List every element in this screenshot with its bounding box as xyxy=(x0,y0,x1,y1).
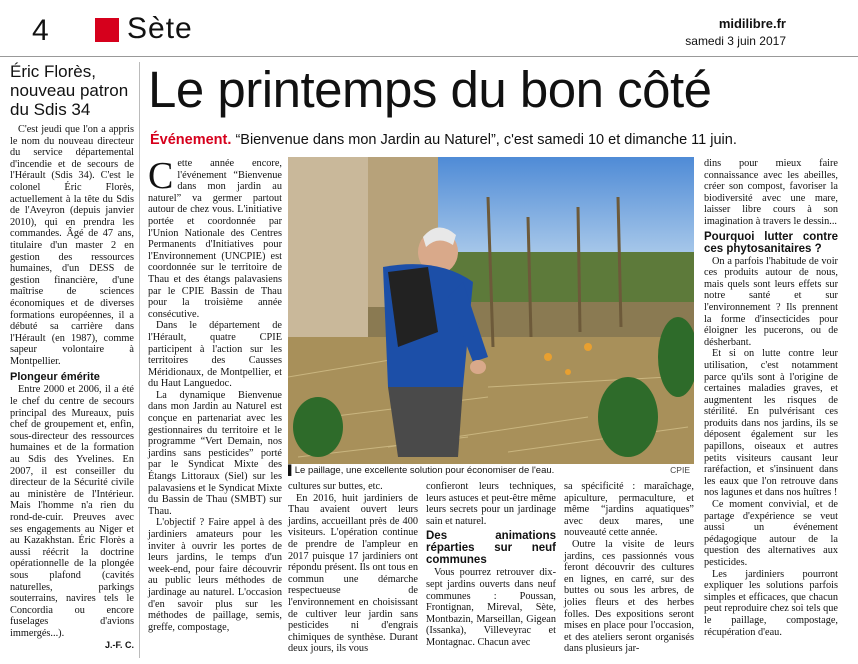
article-paragraph: Vous pourrez retrouver dix-sept jardins ouverts dans neuf communes : Poussan, Frontignan, Mireval, Sète, Montbazin, Marseillan, Gigean (Issanka), Villeveyrac et Montagnac. Chacun avec xyxy=(426,567,556,648)
section-title: Sète xyxy=(127,12,193,45)
section-marker xyxy=(95,18,119,42)
sidebar-signature: J.-F. C. xyxy=(104,639,134,650)
article-paragraph: En 2016, huit jardiniers de Thau avaient ouvert leurs jardins, accueillant près de 400 visiteurs. L'opération continue de prendre de l'ampleur en 2017 puisque 17 jardiniers ont répondu présent. Ils ont tous en commun une démarche respectueuse de l'environnement en choisissant de cultiver leur jardin sans pesticides ni d'engrais chimiques de synthèse. Durant deux jours, ils vous xyxy=(288,492,418,655)
article-paragraph: Et si on lutte contre leur utilisation, c'est notamment parce qu'ils sont à l'origine de certaines maladies graves, et augmentent les risques de stérilité. En pulvérisant ces produits dans nos jardins, ils se déposent également sur les papillons, oiseaux et autres petits visiteurs causant leur raréfaction, et s'insinuent dans les eaux que l'on retrouve dans nos lagunes et dans nos huîtres ! xyxy=(704,348,838,499)
article-subhead: Pourquoi lutter contre ces phytosanitaires ? xyxy=(704,230,838,255)
page-number: 4 xyxy=(32,14,49,47)
article-column-3 xyxy=(426,481,556,649)
site-name: midilibre.fr xyxy=(718,16,786,31)
article-paragraph: Les jardiniers pourront expliquer les solutions parfois simples et efficaces, que chacun peut reproduire chez soi tels que le paillage, compostage, récupération d'eau. xyxy=(704,568,838,638)
sidebar-paragraph: C'est jeudi que l'on a appris le nom du nouveau directeur du service départemental d'incendie et de secours de l'Hérault (Sdis 34). C'est le colonel Éric Florès, actuellement à la tête du Sdis de l'Aveyron (depuis janvier 2010), qui en prendra les commandes. Âgé de 47 ans, titulaire d'un master 2 en gestion des ressources humaines, d'un DESS de gestion financière, d'une maîtrise de sciences économiques et de diverses formations européennes, il a débuté sa carrière dans l'Hérault (en 1987), comme sapeur volontaire à Montpellier. xyxy=(10,124,134,367)
article-paragraph: dins pour mieux faire connaissance avec les abeilles, créer son compost, favoriser la biodiversité avec une mare, laisser libre cours à son imagination à travers le dessin... xyxy=(704,158,838,227)
article-paragraph: Ce moment convivial, et de partage d'expérience se veut aussi un événement pédagogique autour de la question des alternatives aux pesticides. xyxy=(704,499,838,568)
sidebar-title-line: Éric Florès, xyxy=(10,62,96,81)
drop-cap: C xyxy=(148,155,174,197)
article-photo xyxy=(288,157,694,464)
caption-marker: ▌ xyxy=(288,465,295,476)
photo-caption xyxy=(288,465,694,476)
article-column-2 xyxy=(288,481,418,655)
article-paragraph xyxy=(148,155,282,320)
issue-date: samedi 3 juin 2017 xyxy=(685,34,786,48)
article-subhead: Des animations réparties sur neuf communes xyxy=(426,530,556,567)
column-divider xyxy=(139,62,140,658)
article-paragraph: La dynamique Bienvenue dans mon Jardin au Naturel est conçue en partenariat avec les gestionnaires du territoire et le programme “Vert Demain, nos jardins sans pesticides” porté par le Syndicat Mixte des Étangs Littoraux (Siel) sur les palavasiens et le Syndicat Mixte du Bassin de Thau (SMBT) sur Thau. xyxy=(148,389,282,517)
sidebar-title-line: nouveau patron xyxy=(10,81,129,100)
headline: Le printemps du bon côté xyxy=(148,61,712,118)
article-paragraph: cultures sur buttes, etc. xyxy=(288,481,383,492)
caption-text: Le paillage, une excellente solution pour économiser de l'eau. xyxy=(294,465,555,476)
sidebar-title-line: du Sdis 34 xyxy=(10,100,91,119)
article-text: ette année encore, l'événement “Bienvenue dans mon jardin au naturel” va germer partout autour de chez vous. L'initiative portée et coordonnée par l'Union Nationale des Centres Permanents d'Initiatives pour l'Environnement (UNCPIE) est coordonnée sur le territoire de Thau et des étangs palavasiens par le CPIE Bassin de Thau pour la troisième année consécutive. xyxy=(148,158,282,320)
article-paragraph: Outre la visite de leurs jardins, ces passionnés vous feront découvrir des cultures en lignes, en carré, sur des buttes ou sous les arbres, de jolies fleurs et des herbes folles. Des expositions seront mises en place pour l'occasion, et des ateliers seront organisés dans plusieurs jar- xyxy=(564,538,694,655)
article-column-5 xyxy=(704,158,838,638)
sidebar-body xyxy=(10,124,134,651)
article-paragraph: sa spécificité : maraîchage, apiculture, permaculture, et même “jardins aquatiques” avec deux mares, une nouveauté cette année. xyxy=(564,481,694,539)
article-column-4 xyxy=(564,481,694,655)
article-paragraph: confieront leurs techniques, leurs astuces et peut-être même leurs secrets pour un jardinage sain et naturel. xyxy=(426,481,556,527)
kicker xyxy=(150,132,737,148)
sidebar-title xyxy=(10,62,134,119)
article-paragraph: On a parfois l'habitude de voir ces produits autour de nous, mais quels sont leurs effets sur notre santé et sur l'environnement ? Ils prennent la forme d'insecticides pour éloigner les pucerons, ou de désherbant. xyxy=(704,255,838,348)
photo-credit: CPIE xyxy=(670,465,690,475)
sidebar-subhead: Plongeur émérite xyxy=(10,371,100,384)
article-column-1 xyxy=(148,155,282,633)
kicker-text: “Bienvenue dans mon Jardin au Naturel”, c'est samedi 10 et dimanche 11 juin. xyxy=(235,132,737,148)
article-paragraph: Dans le département de l'Hérault, quatre CPIE participent à l'action sur les territoires des Causses Méridionaux, de Montpellier, et du Haut Languedoc. xyxy=(148,320,282,390)
sidebar-paragraph: Entre 2000 et 2006, il a été le chef du centre de secours principal des Mureaux, puis chef de groupement et, enfin, sous-directeur des ressources humaines et de la formation au Sdis des Yvelines. En 2007, il est conseiller du directeur de la Sécurité civile au ministère de l'Intérieur. Mais l'homme n'a rien du rond-de-cuir. Preuves avec ses engagements au Niger et au Kazakhstan. Éric Florès a aussi réécrit la doctrine opérationnelle de la plongée sous plafond (cavités naturelles, parkings souterrains, navires tels le Concordia ou encore fuselages d'avions immergés...). xyxy=(10,384,134,639)
kicker-label: Événement. xyxy=(150,132,232,148)
article-paragraph: L'objectif ? Faire appel à des jardiniers amateurs pour les inviter à ouvrir les portes de leurs jardins, le temps d'un week-end, pour faire découvrir au public leurs méthodes de jardinage au naturel. L'occasion d'en savoir plus sur les méthodes de paillage, semis, greffe, compostage, xyxy=(148,517,282,633)
garden-photo-illustration xyxy=(288,157,694,464)
header-rule xyxy=(0,56,858,57)
